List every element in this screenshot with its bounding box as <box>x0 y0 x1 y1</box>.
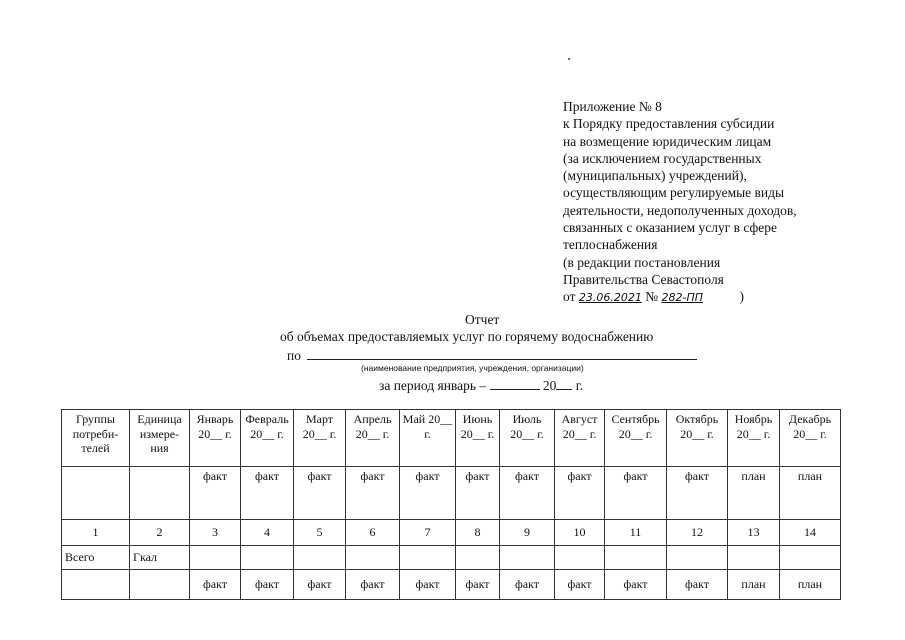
row-cell: факт <box>190 570 241 600</box>
total-cell: Всего <box>62 546 130 570</box>
column-number: 12 <box>667 520 728 546</box>
column-number: 2 <box>130 520 190 546</box>
appendix-line: на возмещение юридическим лицам <box>563 133 772 149</box>
column-number: 5 <box>294 520 346 546</box>
row-cell <box>62 570 130 600</box>
row-cell: план <box>780 570 841 600</box>
header-cell: Июнь 20__ г. <box>456 410 500 467</box>
report-table <box>61 409 841 600</box>
period-suffix: г. <box>575 378 584 393</box>
value-cell <box>728 546 780 570</box>
column-number: 9 <box>500 520 555 546</box>
number-sign: № <box>645 289 659 305</box>
period-year: 20 <box>542 378 557 393</box>
appendix-line: связанных с оказанием услуг в сфере <box>563 220 778 236</box>
subheader-cell: план <box>780 467 841 520</box>
header-row <box>62 410 841 467</box>
handwritten-date: 23.06.2021 <box>578 291 642 305</box>
subheader-cell <box>62 467 130 520</box>
row-cell: факт <box>400 570 456 600</box>
from-prefix: от <box>563 289 576 305</box>
value-cell <box>241 546 294 570</box>
unit-cell: Гкал <box>130 546 190 570</box>
value-cell <box>294 546 346 570</box>
column-number: 3 <box>190 520 241 546</box>
subheader-cell: факт <box>456 467 500 520</box>
value-cell <box>400 546 456 570</box>
column-number: 8 <box>456 520 500 546</box>
header-cell: Апрель 20__ г. <box>346 410 400 467</box>
column-number: 7 <box>400 520 456 546</box>
appendix-line: теплоснабжения <box>563 237 658 253</box>
value-cell <box>780 546 841 570</box>
column-number: 13 <box>728 520 780 546</box>
by-prefix: по <box>287 348 301 363</box>
subheader-cell: факт <box>500 467 555 520</box>
org-line <box>287 346 697 364</box>
row-cell <box>130 570 190 600</box>
row-cell: факт <box>605 570 667 600</box>
row-cell: факт <box>456 570 500 600</box>
header-cell: Сентябрь 20__ г. <box>605 410 667 467</box>
report-title: Отчет <box>465 312 500 327</box>
header-cell: Июль 20__ г. <box>500 410 555 467</box>
appendix-line: (в редакции постановления <box>563 254 721 270</box>
column-number: 14 <box>780 520 841 546</box>
period-year-blank <box>556 377 572 390</box>
report-subtitle: об объемах предоставляемых услуг по горячему водоснабжению <box>280 329 654 344</box>
subheader-cell: факт <box>294 467 346 520</box>
data-row <box>62 570 841 600</box>
column-number: 1 <box>62 520 130 546</box>
row-cell: факт <box>500 570 555 600</box>
header-cell: Май 20__ г. <box>400 410 456 467</box>
scan-speck <box>568 58 570 60</box>
header-cell: Ноябрь 20__ г. <box>728 410 780 467</box>
row-cell: факт <box>241 570 294 600</box>
row-cell: факт <box>346 570 400 600</box>
header-cell: Август 20__ г. <box>555 410 605 467</box>
column-number: 10 <box>555 520 605 546</box>
org-hint: (наименование предприятия, учреждения, организации) <box>361 363 584 373</box>
subheader-cell <box>130 467 190 520</box>
appendix-line: Приложение № 8 <box>563 99 662 114</box>
subheader-cell: факт <box>555 467 605 520</box>
value-cell <box>456 546 500 570</box>
column-number: 6 <box>346 520 400 546</box>
appendix-line: к Порядку предоставления субсидии <box>563 116 775 132</box>
appendix-line: Правительства Севастополя <box>563 271 724 287</box>
appendix-line: деятельности, недополученных доходов, <box>563 202 797 218</box>
row-cell: план <box>728 570 780 600</box>
column-number: 4 <box>241 520 294 546</box>
subheader-cell: факт <box>241 467 294 520</box>
subheader-cell: факт <box>605 467 667 520</box>
appendix-line: (муниципальных) учреждений), <box>563 168 747 184</box>
org-blank <box>307 346 697 360</box>
row-cell: факт <box>667 570 728 600</box>
appendix-line: (за исключением государственных <box>563 150 762 166</box>
column-number-row <box>62 520 841 546</box>
value-cell <box>605 546 667 570</box>
value-cell <box>190 546 241 570</box>
subheader-cell: факт <box>190 467 241 520</box>
header-cell: Группы потреби- телей <box>62 410 130 467</box>
appendix-date-line <box>563 288 863 306</box>
period-line <box>379 377 583 394</box>
subheader-cell: факт <box>667 467 728 520</box>
row-cell: факт <box>294 570 346 600</box>
header-cell: Декабрь 20__ г. <box>780 410 841 467</box>
value-cell <box>346 546 400 570</box>
subheader-cell: план <box>728 467 780 520</box>
closing-paren: ) <box>739 289 744 305</box>
appendix-block <box>563 98 863 307</box>
period-month-blank <box>490 377 540 390</box>
total-row <box>62 546 841 570</box>
handwritten-number: 282-ПП <box>661 291 703 305</box>
header-cell: Февраль 20__ г. <box>241 410 294 467</box>
subheader-row <box>62 467 841 520</box>
header-cell: Октябрь 20__ г. <box>667 410 728 467</box>
value-cell <box>667 546 728 570</box>
subheader-cell: факт <box>400 467 456 520</box>
appendix-line: осуществляющим регулируемые виды <box>563 185 785 201</box>
header-cell: Март 20__ г. <box>294 410 346 467</box>
value-cell <box>555 546 605 570</box>
header-cell: Январь 20__ г. <box>190 410 241 467</box>
header-cell: Единица измере- ния <box>130 410 190 467</box>
value-cell <box>500 546 555 570</box>
column-number: 11 <box>605 520 667 546</box>
row-cell: факт <box>555 570 605 600</box>
subheader-cell: факт <box>346 467 400 520</box>
period-prefix: за период январь – <box>379 378 487 393</box>
